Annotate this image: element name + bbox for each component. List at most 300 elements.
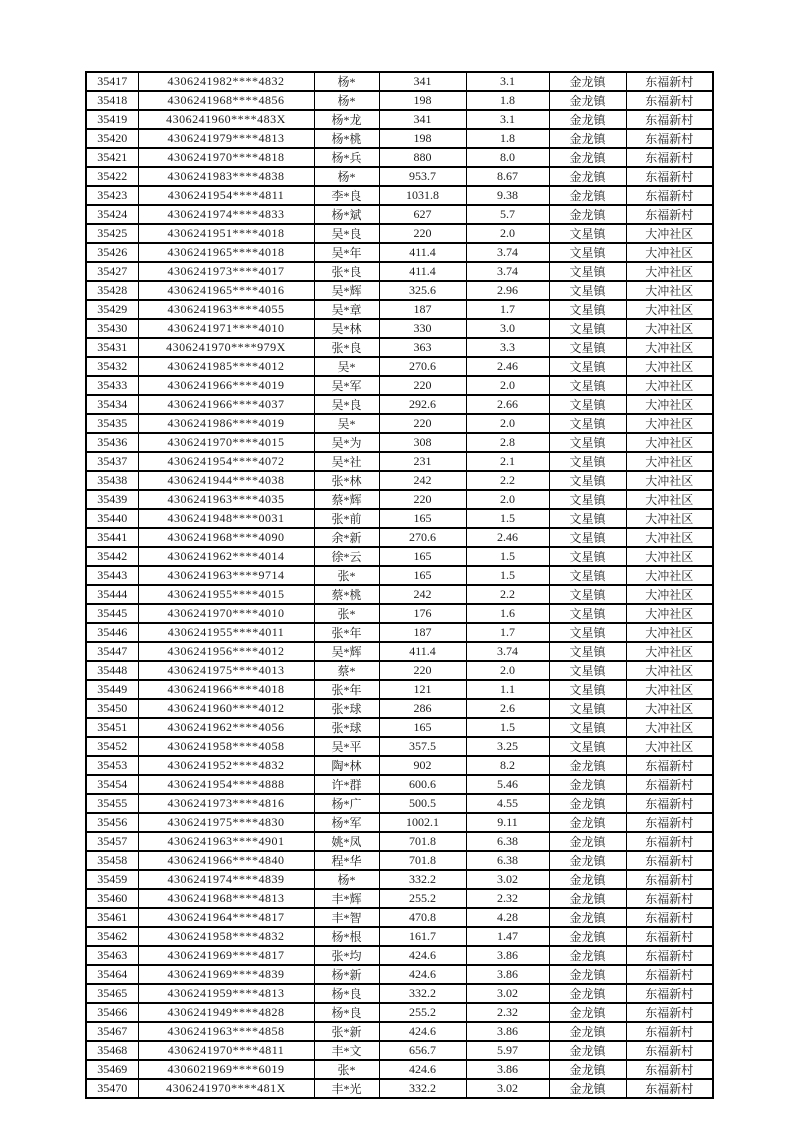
table-cell-serial_number: 35441 bbox=[86, 528, 138, 547]
table-cell-village: 东福新村 bbox=[626, 129, 713, 148]
table-cell-town: 金龙镇 bbox=[549, 72, 626, 91]
table-cell-id_number: 4306241962****4056 bbox=[138, 718, 314, 737]
table-cell-name: 杨*军 bbox=[314, 813, 379, 832]
table-cell-name: 张* bbox=[314, 1060, 379, 1079]
table-cell-village: 大冲社区 bbox=[626, 699, 713, 718]
table-row bbox=[86, 927, 713, 946]
table-cell-village: 东福新村 bbox=[626, 927, 713, 946]
table-cell-serial_number: 35432 bbox=[86, 357, 138, 376]
table-row bbox=[86, 357, 713, 376]
table-cell-amount: 220 bbox=[379, 376, 466, 395]
table-cell-area: 2.1 bbox=[466, 452, 549, 471]
table-cell-village: 大冲社区 bbox=[626, 490, 713, 509]
table-row bbox=[86, 186, 713, 205]
table-cell-amount: 330 bbox=[379, 319, 466, 338]
table-cell-serial_number: 35459 bbox=[86, 870, 138, 889]
table-cell-village: 东福新村 bbox=[626, 72, 713, 91]
table-cell-serial_number: 35424 bbox=[86, 205, 138, 224]
table-row bbox=[86, 756, 713, 775]
table-cell-name: 余*新 bbox=[314, 528, 379, 547]
table-cell-village: 东福新村 bbox=[626, 110, 713, 129]
table-cell-village: 大冲社区 bbox=[626, 281, 713, 300]
table-cell-name: 张*球 bbox=[314, 699, 379, 718]
table-cell-id_number: 4306241975****4830 bbox=[138, 813, 314, 832]
table-cell-amount: 357.5 bbox=[379, 737, 466, 756]
table-cell-amount: 220 bbox=[379, 414, 466, 433]
table-row bbox=[86, 604, 713, 623]
table-cell-serial_number: 35451 bbox=[86, 718, 138, 737]
table-cell-town: 金龙镇 bbox=[549, 167, 626, 186]
table-cell-area: 3.86 bbox=[466, 1060, 549, 1079]
table-cell-town: 金龙镇 bbox=[549, 984, 626, 1003]
table-row bbox=[86, 395, 713, 414]
table-cell-serial_number: 35468 bbox=[86, 1041, 138, 1060]
table-cell-amount: 187 bbox=[379, 623, 466, 642]
table-cell-town: 文星镇 bbox=[549, 680, 626, 699]
table-cell-id_number: 4306241966****4037 bbox=[138, 395, 314, 414]
table-cell-town: 金龙镇 bbox=[549, 946, 626, 965]
table-cell-village: 东福新村 bbox=[626, 756, 713, 775]
table-cell-amount: 332.2 bbox=[379, 1079, 466, 1098]
table-cell-village: 大冲社区 bbox=[626, 642, 713, 661]
table-cell-id_number: 4306241960****483X bbox=[138, 110, 314, 129]
table-cell-serial_number: 35439 bbox=[86, 490, 138, 509]
table-cell-village: 大冲社区 bbox=[626, 604, 713, 623]
table-cell-amount: 176 bbox=[379, 604, 466, 623]
table-cell-serial_number: 35423 bbox=[86, 186, 138, 205]
table-cell-village: 东福新村 bbox=[626, 794, 713, 813]
table-row bbox=[86, 1022, 713, 1041]
table-cell-name: 吴*章 bbox=[314, 300, 379, 319]
table-cell-id_number: 4306241973****4816 bbox=[138, 794, 314, 813]
table-cell-village: 大冲社区 bbox=[626, 338, 713, 357]
table-cell-amount: 242 bbox=[379, 471, 466, 490]
table-cell-town: 金龙镇 bbox=[549, 1041, 626, 1060]
table-cell-area: 3.86 bbox=[466, 946, 549, 965]
table-cell-serial_number: 35442 bbox=[86, 547, 138, 566]
table-cell-serial_number: 35462 bbox=[86, 927, 138, 946]
table-row bbox=[86, 965, 713, 984]
table-cell-serial_number: 35430 bbox=[86, 319, 138, 338]
table-cell-amount: 270.6 bbox=[379, 528, 466, 547]
table-cell-town: 金龙镇 bbox=[549, 794, 626, 813]
table-cell-village: 大冲社区 bbox=[626, 718, 713, 737]
table-cell-area: 2.46 bbox=[466, 528, 549, 547]
table-cell-area: 3.02 bbox=[466, 984, 549, 1003]
table-row bbox=[86, 566, 713, 585]
table-cell-area: 1.1 bbox=[466, 680, 549, 699]
table-cell-amount: 198 bbox=[379, 91, 466, 110]
table-cell-area: 5.7 bbox=[466, 205, 549, 224]
table-cell-area: 2.6 bbox=[466, 699, 549, 718]
table-cell-town: 金龙镇 bbox=[549, 965, 626, 984]
table-cell-area: 1.8 bbox=[466, 129, 549, 148]
table-cell-area: 1.5 bbox=[466, 718, 549, 737]
table-cell-amount: 121 bbox=[379, 680, 466, 699]
table-cell-name: 姚*凤 bbox=[314, 832, 379, 851]
table-cell-id_number: 4306241970****481X bbox=[138, 1079, 314, 1098]
table-cell-amount: 1031.8 bbox=[379, 186, 466, 205]
table-cell-id_number: 4306241959****4813 bbox=[138, 984, 314, 1003]
table-cell-id_number: 4306241986****4019 bbox=[138, 414, 314, 433]
table-cell-serial_number: 35455 bbox=[86, 794, 138, 813]
table-cell-id_number: 4306241968****4813 bbox=[138, 889, 314, 908]
table-row bbox=[86, 585, 713, 604]
table-cell-town: 文星镇 bbox=[549, 718, 626, 737]
table-cell-amount: 424.6 bbox=[379, 965, 466, 984]
table-cell-id_number: 4306241970****4010 bbox=[138, 604, 314, 623]
table-cell-serial_number: 35443 bbox=[86, 566, 138, 585]
table-cell-name: 吴*军 bbox=[314, 376, 379, 395]
table-cell-amount: 332.2 bbox=[379, 870, 466, 889]
table-cell-town: 金龙镇 bbox=[549, 1060, 626, 1079]
table-cell-area: 2.2 bbox=[466, 585, 549, 604]
table-cell-name: 杨*龙 bbox=[314, 110, 379, 129]
table-cell-amount: 165 bbox=[379, 509, 466, 528]
table-cell-name: 蔡*桃 bbox=[314, 585, 379, 604]
table-cell-area: 4.28 bbox=[466, 908, 549, 927]
table-cell-name: 吴*平 bbox=[314, 737, 379, 756]
table-cell-name: 丰*文 bbox=[314, 1041, 379, 1060]
table-row bbox=[86, 338, 713, 357]
table-cell-name: 杨*桃 bbox=[314, 129, 379, 148]
table-cell-id_number: 4306241966****4018 bbox=[138, 680, 314, 699]
table-cell-amount: 1002.1 bbox=[379, 813, 466, 832]
table-cell-id_number: 4306241958****4832 bbox=[138, 927, 314, 946]
table-cell-area: 1.5 bbox=[466, 509, 549, 528]
table-cell-name: 杨*新 bbox=[314, 965, 379, 984]
table-cell-amount: 627 bbox=[379, 205, 466, 224]
table-row bbox=[86, 718, 713, 737]
table-row bbox=[86, 471, 713, 490]
table-cell-amount: 220 bbox=[379, 661, 466, 680]
table-cell-amount: 220 bbox=[379, 224, 466, 243]
table-row bbox=[86, 281, 713, 300]
table-cell-area: 8.0 bbox=[466, 148, 549, 167]
table-row bbox=[86, 243, 713, 262]
table-cell-amount: 220 bbox=[379, 490, 466, 509]
table-cell-town: 文星镇 bbox=[549, 604, 626, 623]
table-cell-amount: 332.2 bbox=[379, 984, 466, 1003]
table-cell-id_number: 4306241969****4839 bbox=[138, 965, 314, 984]
table-cell-id_number: 4306241954****4811 bbox=[138, 186, 314, 205]
table-cell-area: 3.0 bbox=[466, 319, 549, 338]
table-cell-area: 6.38 bbox=[466, 851, 549, 870]
table-cell-amount: 161.7 bbox=[379, 927, 466, 946]
table-cell-amount: 902 bbox=[379, 756, 466, 775]
table-cell-area: 2.2 bbox=[466, 471, 549, 490]
table-cell-town: 文星镇 bbox=[549, 585, 626, 604]
table-cell-village: 东福新村 bbox=[626, 1060, 713, 1079]
table-cell-village: 大冲社区 bbox=[626, 376, 713, 395]
table-cell-serial_number: 35431 bbox=[86, 338, 138, 357]
table-cell-area: 2.0 bbox=[466, 490, 549, 509]
table-cell-name: 杨*良 bbox=[314, 1003, 379, 1022]
table-cell-amount: 255.2 bbox=[379, 889, 466, 908]
table-cell-area: 8.67 bbox=[466, 167, 549, 186]
table-cell-name: 吴*社 bbox=[314, 452, 379, 471]
table-cell-serial_number: 35454 bbox=[86, 775, 138, 794]
table-cell-area: 2.8 bbox=[466, 433, 549, 452]
table-cell-id_number: 4306241963****9714 bbox=[138, 566, 314, 585]
table-cell-village: 大冲社区 bbox=[626, 737, 713, 756]
table-cell-serial_number: 35465 bbox=[86, 984, 138, 1003]
table-cell-town: 文星镇 bbox=[549, 243, 626, 262]
table-cell-town: 金龙镇 bbox=[549, 1022, 626, 1041]
table-cell-town: 文星镇 bbox=[549, 528, 626, 547]
table-cell-id_number: 4306241963****4035 bbox=[138, 490, 314, 509]
table-cell-amount: 341 bbox=[379, 110, 466, 129]
table-cell-area: 3.02 bbox=[466, 870, 549, 889]
table-cell-amount: 270.6 bbox=[379, 357, 466, 376]
table-cell-town: 文星镇 bbox=[549, 224, 626, 243]
table-cell-village: 东福新村 bbox=[626, 91, 713, 110]
table-cell-amount: 325.6 bbox=[379, 281, 466, 300]
table-cell-village: 东福新村 bbox=[626, 851, 713, 870]
table-cell-village: 东福新村 bbox=[626, 205, 713, 224]
table-cell-amount: 411.4 bbox=[379, 642, 466, 661]
table-cell-area: 2.96 bbox=[466, 281, 549, 300]
table-row bbox=[86, 661, 713, 680]
table-cell-name: 张*新 bbox=[314, 1022, 379, 1041]
table-cell-id_number: 4306241963****4858 bbox=[138, 1022, 314, 1041]
table-row bbox=[86, 129, 713, 148]
table-cell-serial_number: 35420 bbox=[86, 129, 138, 148]
table-cell-name: 张* bbox=[314, 604, 379, 623]
table-cell-town: 文星镇 bbox=[549, 490, 626, 509]
table-cell-village: 大冲社区 bbox=[626, 357, 713, 376]
table-cell-name: 吴*为 bbox=[314, 433, 379, 452]
table-cell-village: 大冲社区 bbox=[626, 395, 713, 414]
table-cell-serial_number: 35463 bbox=[86, 946, 138, 965]
table-cell-id_number: 4306241970****4811 bbox=[138, 1041, 314, 1060]
table-row bbox=[86, 300, 713, 319]
table-cell-id_number: 4306241963****4901 bbox=[138, 832, 314, 851]
table-cell-village: 大冲社区 bbox=[626, 680, 713, 699]
table-body bbox=[86, 72, 713, 1098]
table-cell-village: 大冲社区 bbox=[626, 661, 713, 680]
table-cell-serial_number: 35437 bbox=[86, 452, 138, 471]
table-cell-town: 金龙镇 bbox=[549, 756, 626, 775]
table-cell-village: 大冲社区 bbox=[626, 224, 713, 243]
table-cell-serial_number: 35464 bbox=[86, 965, 138, 984]
table-cell-serial_number: 35450 bbox=[86, 699, 138, 718]
table-cell-town: 金龙镇 bbox=[549, 91, 626, 110]
table-cell-area: 3.02 bbox=[466, 1079, 549, 1098]
table-row bbox=[86, 642, 713, 661]
table-cell-id_number: 4306241949****4828 bbox=[138, 1003, 314, 1022]
table-cell-town: 文星镇 bbox=[549, 661, 626, 680]
table-cell-serial_number: 35467 bbox=[86, 1022, 138, 1041]
table-cell-area: 2.0 bbox=[466, 661, 549, 680]
table-cell-serial_number: 35418 bbox=[86, 91, 138, 110]
table-row bbox=[86, 262, 713, 281]
table-cell-amount: 701.8 bbox=[379, 832, 466, 851]
table-cell-name: 杨*兵 bbox=[314, 148, 379, 167]
table-cell-town: 文星镇 bbox=[549, 566, 626, 585]
table-cell-area: 5.46 bbox=[466, 775, 549, 794]
table-cell-village: 东福新村 bbox=[626, 832, 713, 851]
table-cell-id_number: 4306241964****4817 bbox=[138, 908, 314, 927]
table-cell-name: 吴*林 bbox=[314, 319, 379, 338]
table-cell-town: 文星镇 bbox=[549, 642, 626, 661]
table-cell-amount: 411.4 bbox=[379, 262, 466, 281]
table-cell-amount: 953.7 bbox=[379, 167, 466, 186]
table-cell-village: 东福新村 bbox=[626, 1041, 713, 1060]
table-cell-id_number: 4306241954****4888 bbox=[138, 775, 314, 794]
table-cell-name: 丰*辉 bbox=[314, 889, 379, 908]
table-cell-name: 徐*云 bbox=[314, 547, 379, 566]
table-cell-id_number: 4306241955****4015 bbox=[138, 585, 314, 604]
table-cell-town: 金龙镇 bbox=[549, 205, 626, 224]
table-cell-name: 杨*斌 bbox=[314, 205, 379, 224]
table-cell-amount: 424.6 bbox=[379, 946, 466, 965]
table-cell-name: 吴*良 bbox=[314, 395, 379, 414]
table-cell-village: 东福新村 bbox=[626, 946, 713, 965]
table-cell-area: 4.55 bbox=[466, 794, 549, 813]
table-cell-id_number: 4306241960****4012 bbox=[138, 699, 314, 718]
table-cell-id_number: 4306241983****4838 bbox=[138, 167, 314, 186]
table-cell-village: 大冲社区 bbox=[626, 547, 713, 566]
table-cell-name: 张*年 bbox=[314, 680, 379, 699]
table-cell-village: 东福新村 bbox=[626, 965, 713, 984]
table-row bbox=[86, 148, 713, 167]
table-cell-town: 文星镇 bbox=[549, 737, 626, 756]
table-cell-village: 东福新村 bbox=[626, 813, 713, 832]
table-cell-area: 9.38 bbox=[466, 186, 549, 205]
table-cell-village: 大冲社区 bbox=[626, 509, 713, 528]
table-cell-name: 吴* bbox=[314, 357, 379, 376]
table-cell-town: 文星镇 bbox=[549, 471, 626, 490]
table-cell-serial_number: 35435 bbox=[86, 414, 138, 433]
table-cell-area: 3.74 bbox=[466, 642, 549, 661]
table-row bbox=[86, 1041, 713, 1060]
table-cell-village: 大冲社区 bbox=[626, 471, 713, 490]
table-row bbox=[86, 1003, 713, 1022]
table-cell-town: 金龙镇 bbox=[549, 129, 626, 148]
table-cell-area: 1.8 bbox=[466, 91, 549, 110]
table-cell-town: 金龙镇 bbox=[549, 1079, 626, 1098]
table-cell-serial_number: 35440 bbox=[86, 509, 138, 528]
table-cell-area: 1.7 bbox=[466, 623, 549, 642]
table-row bbox=[86, 224, 713, 243]
table-cell-village: 大冲社区 bbox=[626, 319, 713, 338]
table-row bbox=[86, 737, 713, 756]
table-row bbox=[86, 908, 713, 927]
table-cell-serial_number: 35461 bbox=[86, 908, 138, 927]
table-cell-village: 东福新村 bbox=[626, 148, 713, 167]
table-cell-name: 杨*根 bbox=[314, 927, 379, 946]
table-cell-id_number: 4306241970****979X bbox=[138, 338, 314, 357]
table-cell-amount: 165 bbox=[379, 566, 466, 585]
table-cell-town: 文星镇 bbox=[549, 338, 626, 357]
table-cell-area: 2.32 bbox=[466, 889, 549, 908]
table-cell-area: 3.25 bbox=[466, 737, 549, 756]
table-cell-amount: 363 bbox=[379, 338, 466, 357]
table-cell-area: 2.0 bbox=[466, 376, 549, 395]
table-cell-village: 东福新村 bbox=[626, 1022, 713, 1041]
table-cell-amount: 656.7 bbox=[379, 1041, 466, 1060]
table-cell-area: 3.74 bbox=[466, 243, 549, 262]
table-cell-id_number: 4306241963****4055 bbox=[138, 300, 314, 319]
table-cell-id_number: 4306241965****4018 bbox=[138, 243, 314, 262]
table-cell-id_number: 4306241968****4856 bbox=[138, 91, 314, 110]
table-row bbox=[86, 1079, 713, 1098]
table-cell-id_number: 4306241962****4014 bbox=[138, 547, 314, 566]
table-cell-amount: 165 bbox=[379, 718, 466, 737]
table-cell-serial_number: 35456 bbox=[86, 813, 138, 832]
table-cell-serial_number: 35448 bbox=[86, 661, 138, 680]
table-cell-town: 文星镇 bbox=[549, 433, 626, 452]
table-cell-amount: 470.8 bbox=[379, 908, 466, 927]
table-cell-serial_number: 35428 bbox=[86, 281, 138, 300]
table-row bbox=[86, 547, 713, 566]
table-cell-name: 吴*年 bbox=[314, 243, 379, 262]
table-cell-amount: 187 bbox=[379, 300, 466, 319]
table-cell-name: 丰*智 bbox=[314, 908, 379, 927]
table-cell-id_number: 4306241955****4011 bbox=[138, 623, 314, 642]
table-cell-name: 李*良 bbox=[314, 186, 379, 205]
table-cell-name: 张* bbox=[314, 566, 379, 585]
table-row bbox=[86, 851, 713, 870]
table-cell-name: 杨* bbox=[314, 91, 379, 110]
table-cell-village: 东福新村 bbox=[626, 889, 713, 908]
table-cell-serial_number: 35426 bbox=[86, 243, 138, 262]
table-cell-town: 文星镇 bbox=[549, 414, 626, 433]
table-cell-area: 1.5 bbox=[466, 566, 549, 585]
table-cell-area: 3.86 bbox=[466, 1022, 549, 1041]
table-row bbox=[86, 167, 713, 186]
table-cell-serial_number: 35449 bbox=[86, 680, 138, 699]
table-cell-town: 金龙镇 bbox=[549, 775, 626, 794]
table-cell-town: 金龙镇 bbox=[549, 813, 626, 832]
table-row bbox=[86, 699, 713, 718]
table-cell-amount: 411.4 bbox=[379, 243, 466, 262]
table-row bbox=[86, 984, 713, 1003]
table-cell-name: 张*均 bbox=[314, 946, 379, 965]
table-cell-id_number: 4306241954****4072 bbox=[138, 452, 314, 471]
table-cell-town: 文星镇 bbox=[549, 281, 626, 300]
table-cell-amount: 424.6 bbox=[379, 1022, 466, 1041]
table-cell-name: 吴*辉 bbox=[314, 642, 379, 661]
table-cell-id_number: 4306241970****4818 bbox=[138, 148, 314, 167]
table-cell-town: 文星镇 bbox=[549, 319, 626, 338]
table-cell-serial_number: 35457 bbox=[86, 832, 138, 851]
table-cell-serial_number: 35417 bbox=[86, 72, 138, 91]
table-cell-village: 东福新村 bbox=[626, 984, 713, 1003]
table-cell-village: 大冲社区 bbox=[626, 243, 713, 262]
table-cell-name: 杨* bbox=[314, 870, 379, 889]
table-cell-amount: 880 bbox=[379, 148, 466, 167]
table-cell-name: 杨* bbox=[314, 167, 379, 186]
table-cell-name: 陶*林 bbox=[314, 756, 379, 775]
table-cell-area: 3.74 bbox=[466, 262, 549, 281]
table-cell-name: 杨* bbox=[314, 72, 379, 91]
table-cell-area: 2.32 bbox=[466, 1003, 549, 1022]
table-cell-amount: 165 bbox=[379, 547, 466, 566]
table-cell-name: 张*球 bbox=[314, 718, 379, 737]
table-cell-id_number: 4306241985****4012 bbox=[138, 357, 314, 376]
table-row bbox=[86, 832, 713, 851]
table-cell-id_number: 4306241968****4090 bbox=[138, 528, 314, 547]
table-cell-town: 金龙镇 bbox=[549, 851, 626, 870]
table-row bbox=[86, 870, 713, 889]
table-cell-id_number: 4306241958****4058 bbox=[138, 737, 314, 756]
table-row bbox=[86, 319, 713, 338]
table-cell-town: 文星镇 bbox=[549, 357, 626, 376]
table-cell-amount: 198 bbox=[379, 129, 466, 148]
table-cell-town: 金龙镇 bbox=[549, 832, 626, 851]
